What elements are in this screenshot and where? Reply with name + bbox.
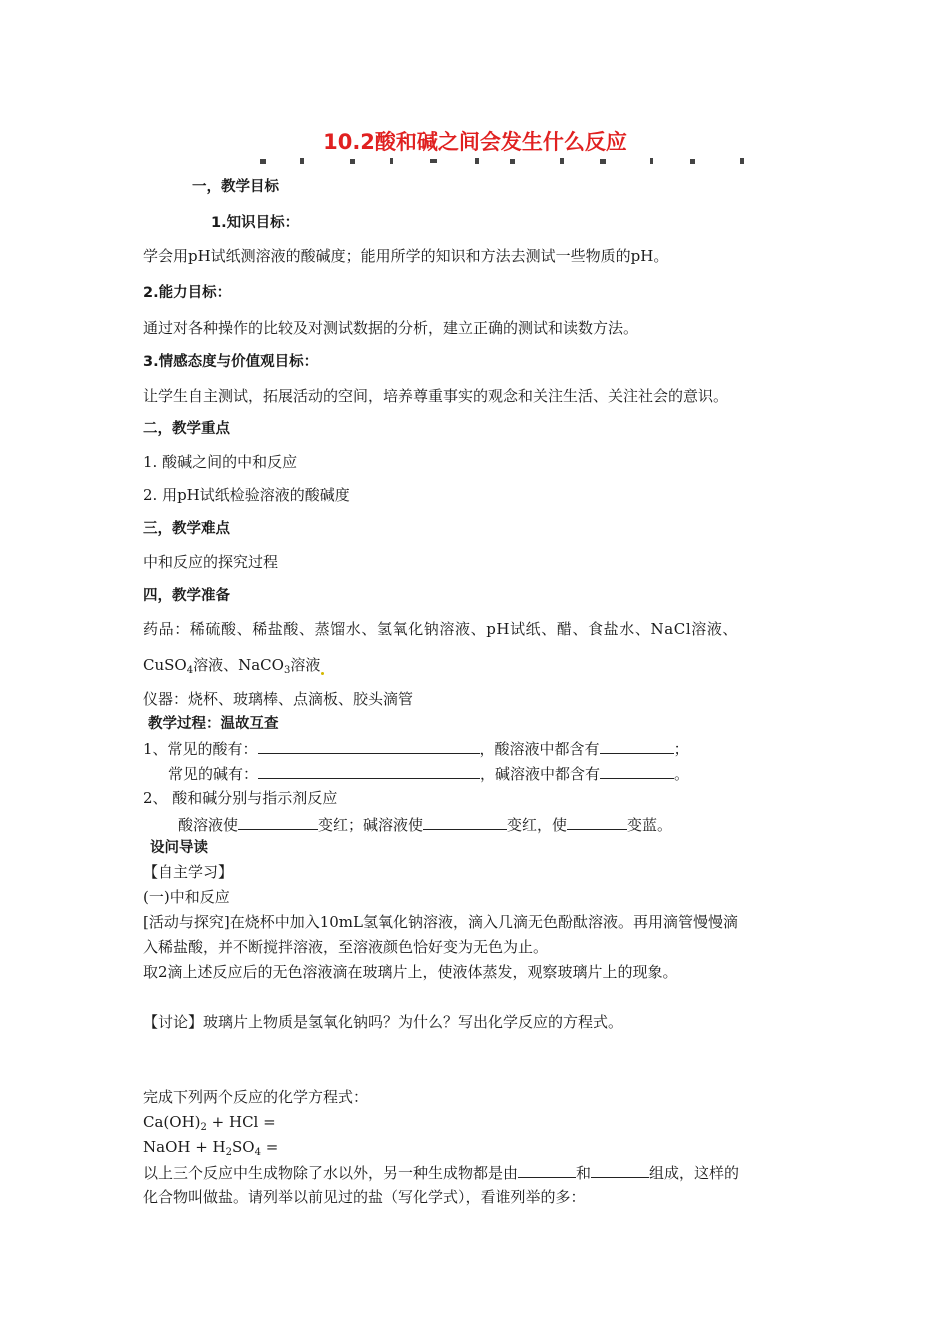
drugs-line-2: CuSO$_4$溶液、NaCO$_3$溶液 [143, 655, 324, 675]
section-4-heading: 四，教学准备 [143, 588, 230, 604]
salt-definition-line-2: 化合物叫做盐。请列举以前见过的盐（写化学式），看谁列举的多： [143, 1188, 586, 1206]
section-1-heading: 一，教学目标 [192, 179, 279, 195]
activity-line-3: 取2滴上述反应后的无色溶液滴在玻璃片上，使液体蒸发，观察玻璃片上的现象。 [143, 963, 678, 981]
answer-blank[interactable] [258, 738, 480, 754]
guide-heading: 设问导读 [150, 840, 208, 856]
emotion-goal-text: 让学生自主测试，拓展活动的空间，培养尊重事实的观念和关注生活、关注社会的意识。 [143, 387, 729, 405]
answer-blank[interactable] [600, 763, 674, 779]
key-point-1: 1. 酸碱之间的中和反应 [143, 453, 298, 471]
self-study-label: 【自主学习】 [143, 863, 234, 881]
key-point-2: 2. 用pH试纸检验溶液的酸碱度 [143, 486, 350, 504]
equation-2: NaOH + $H_2SO_4$ = [143, 1138, 279, 1158]
activity-line-1: [活动与探究]在烧杯中加入10mL氢氧化钠溶液，滴入几滴无色酚酞溶液。再用滴管慢慢滴 [143, 913, 738, 931]
review-q1-acids: 1、常见的酸有： ，酸溶液中都含有 ； [143, 740, 689, 758]
review-q2: 2、 酸和碱分别与指示剂反应 [143, 789, 338, 807]
document-title: 10.2酸和碱之间会发生什么反应 [323, 130, 627, 154]
stray-dot [321, 672, 324, 675]
answer-blank[interactable] [567, 814, 627, 830]
process-heading: 教学过程：温故互查 [148, 716, 279, 732]
answer-blank[interactable] [423, 814, 507, 830]
discussion-question: 【讨论】玻璃片上物质是氢氧化钠吗？为什么？写出化学反应的方程式。 [143, 1013, 624, 1031]
section-2-heading: 二，教学重点 [143, 421, 230, 437]
emotion-goal-heading: 3.情感态度与价值观目标： [143, 354, 319, 370]
ability-goal-text: 通过对各种操作的比较及对测试数据的分析，建立正确的测试和读数方法。 [143, 319, 639, 337]
answer-blank[interactable] [238, 814, 318, 830]
section-3-heading: 三，教学难点 [143, 521, 230, 537]
activity-line-2: 入稀盐酸，并不断搅拌溶液，至溶液颜色恰好变为无色为止。 [143, 938, 549, 956]
drugs-line-1: 药品：稀硫酸、稀盐酸、蒸馏水、氢氧化钠溶液、pH试纸、醋、食盐水、NaCl溶液、 [143, 620, 739, 638]
scan-artifact-strip [240, 157, 780, 165]
difficulty-text: 中和反应的探究过程 [143, 553, 279, 571]
answer-blank[interactable] [258, 763, 480, 779]
equations-instruction: 完成下列两个反应的化学方程式： [143, 1088, 369, 1106]
answer-blank[interactable] [600, 738, 674, 754]
salt-definition-line-1: 以上三个反应中生成物除了水以外，另一种生成物都是由 和 组成，这样的 [143, 1164, 740, 1182]
knowledge-goal-heading: 1.知识目标： [211, 215, 300, 231]
neutralization-subheading: (一)中和反应 [143, 888, 230, 906]
review-q2-indicators: 酸溶液使 变红；碱溶液使 变红，使 变蓝。 [178, 816, 673, 834]
ability-goal-heading: 2.能力目标： [143, 285, 232, 301]
instruments-line: 仪器：烧杯、玻璃棒、点滴板、胶头滴管 [143, 690, 414, 708]
answer-blank[interactable] [591, 1162, 649, 1178]
equation-1: $Ca(OH)_2$ + HCl = [143, 1113, 276, 1133]
review-q1-bases: 常见的碱有： ，碱溶液中都含有 。 [168, 765, 690, 783]
answer-blank[interactable] [518, 1162, 576, 1178]
knowledge-goal-text: 学会用pH试纸测溶液的酸碱度；能用所学的知识和方法去测试一些物质的pH。 [143, 247, 669, 265]
